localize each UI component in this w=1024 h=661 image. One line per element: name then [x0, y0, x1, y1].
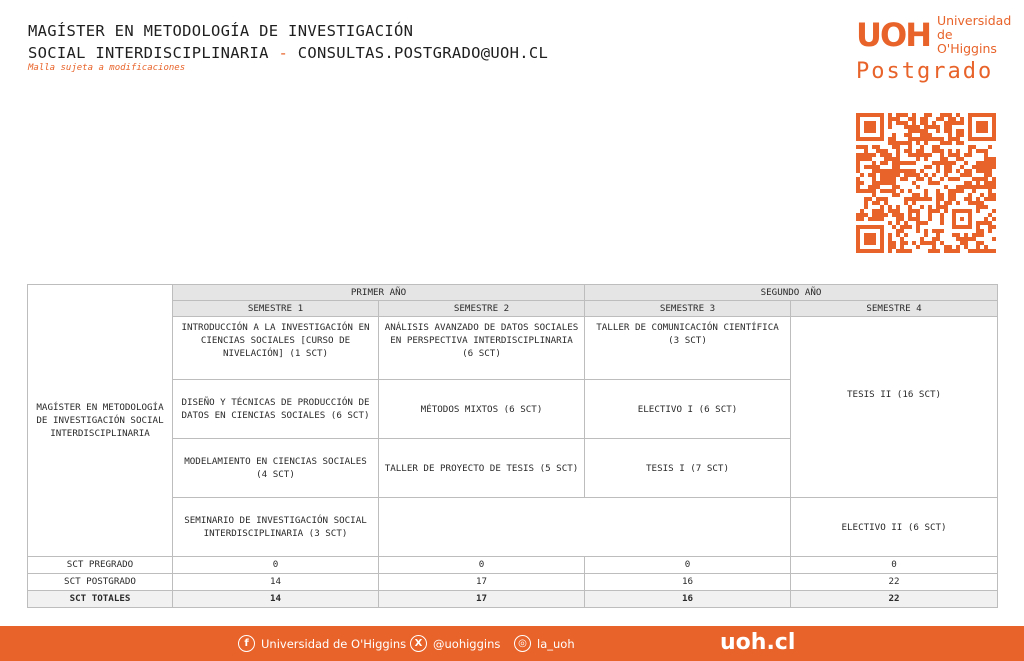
semester-header-4: SEMESTRE 4: [791, 301, 998, 317]
qr-code-icon[interactable]: [856, 113, 996, 253]
course-cell: TALLER DE PROYECTO DE TESIS (5 SCT): [379, 439, 585, 498]
sct-value: 14: [173, 591, 379, 608]
uoh-logo: [856, 13, 1012, 84]
course-cell: DISEÑO Y TÉCNICAS DE PRODUCCIÓN DE DATOS EN CIENCIAS SOCIALES (6 SCT): [173, 380, 379, 439]
course-cell: MÉTODOS MIXTOS (6 SCT): [379, 380, 585, 439]
sct-value: 17: [379, 574, 585, 591]
sct-value: 0: [585, 557, 791, 574]
sct-row-label: SCT PREGRADO: [28, 557, 173, 574]
x-link[interactable]: [410, 635, 500, 652]
footer-bar: [0, 626, 1024, 661]
instagram-icon: ◎: [514, 635, 531, 652]
sct-value: 22: [791, 591, 998, 608]
facebook-icon: f: [238, 635, 255, 652]
sct-value: 17: [379, 591, 585, 608]
x-label: @uohiggins: [433, 636, 501, 651]
semester-header-3: SEMESTRE 3: [585, 301, 791, 317]
course-cell: ELECTIVO II (6 SCT): [791, 498, 998, 557]
empty-cell: [379, 498, 791, 557]
contact-email[interactable]: CONSULTAS.POSTGRADO@UOH.CL: [297, 44, 549, 62]
logo-unit: Postgrado: [856, 59, 994, 84]
logo-university: [937, 14, 1011, 56]
program-cell: MAGÍSTER EN METODOLOGÍA DE INVESTIGACIÓN SOCIAL INTERDISCIPLINARIA: [28, 285, 173, 557]
site-link[interactable]: uoh.cl: [720, 630, 796, 655]
sct-row-label: SCT TOTALES: [28, 591, 173, 608]
title-separator: -: [278, 44, 289, 62]
title-line-2: [28, 42, 548, 64]
logo-mark: UOH: [856, 16, 930, 54]
instagram-label: la_uoh: [537, 636, 575, 651]
course-cell: TESIS I (7 SCT): [585, 439, 791, 498]
title-line-1: MAGÍSTER EN METODOLOGÍA DE INVESTIGACIÓN: [28, 22, 414, 40]
course-cell: ANÁLISIS AVANZADO DE DATOS SOCIALES EN PERSPECTIVA INTERDISCIPLINARIA (6 SCT): [379, 317, 585, 380]
sct-value: 16: [585, 591, 791, 608]
course-cell: SEMINARIO DE INVESTIGACIÓN SOCIAL INTERDISCIPLINARIA (3 SCT): [173, 498, 379, 557]
course-cell: TALLER DE COMUNICACIÓN CIENTÍFICA (3 SCT): [585, 317, 791, 380]
course-cell: INTRODUCCIÓN A LA INVESTIGACIÓN EN CIENCIAS SOCIALES [CURSO DE NIVELACIÓN] (1 SCT): [173, 317, 379, 380]
sct-value: 14: [173, 574, 379, 591]
course-cell: TESIS II (16 SCT): [791, 317, 998, 498]
sct-value: 22: [791, 574, 998, 591]
semester-header-1: SEMESTRE 1: [173, 301, 379, 317]
page-title: [28, 20, 548, 64]
sct-value: 0: [379, 557, 585, 574]
x-icon: X: [410, 635, 427, 652]
year-header-1: PRIMER AÑO: [173, 285, 585, 301]
course-cell: ELECTIVO I (6 SCT): [585, 380, 791, 439]
sct-value: 16: [585, 574, 791, 591]
semester-header-2: SEMESTRE 2: [379, 301, 585, 317]
page-subtitle: Malla sujeta a modificaciones: [28, 63, 186, 73]
logo-university-line2: de O'Higgins: [936, 27, 997, 56]
instagram-link[interactable]: [514, 635, 575, 652]
program-name: SOCIAL INTERDISCIPLINARIA: [28, 44, 269, 62]
facebook-link[interactable]: [238, 635, 406, 652]
facebook-label: Universidad de O'Higgins: [261, 636, 407, 651]
sct-value: 0: [791, 557, 998, 574]
logo-university-line1: Universidad: [936, 13, 1012, 28]
sct-value: 0: [173, 557, 379, 574]
sct-row-label: SCT POSTGRADO: [28, 574, 173, 591]
course-cell: MODELAMIENTO EN CIENCIAS SOCIALES (4 SCT): [173, 439, 379, 498]
curriculum-table: [27, 284, 998, 608]
year-header-2: SEGUNDO AÑO: [585, 285, 998, 301]
